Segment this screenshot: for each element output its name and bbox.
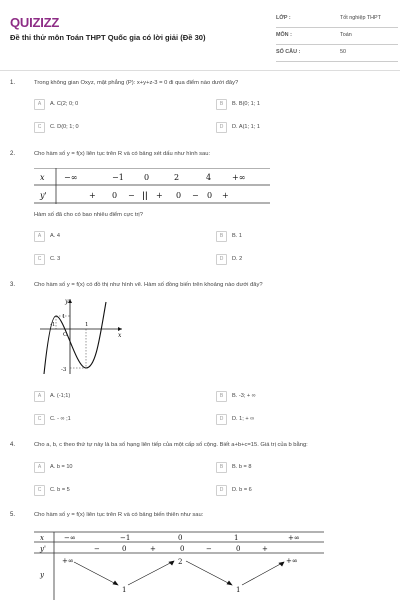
quizizz-logo: QUIZIZZ	[10, 15, 60, 30]
option-letter: D	[216, 254, 227, 265]
table-cell: −	[206, 545, 212, 553]
table-cell: −	[192, 191, 199, 200]
question-number: 4.	[10, 442, 16, 448]
table-cell: 0	[122, 545, 127, 553]
option-letter: A	[34, 231, 45, 242]
option-letter: C	[34, 122, 45, 133]
info-key: LỚP :	[276, 15, 291, 21]
table-cell: +∞	[62, 557, 74, 565]
table-cell: +	[89, 191, 96, 200]
table-cell: 0	[112, 191, 118, 200]
tick-label: 1	[85, 322, 89, 328]
table-cell: 0	[178, 534, 183, 542]
question-text: Cho hàm số y = f(x) liên tục trên R và có bảng xét dấu như hình sau:	[34, 151, 211, 157]
table-cell: 1	[236, 586, 241, 594]
option-text: D. 1; + ∞	[232, 416, 255, 422]
question-number: 5.	[10, 512, 16, 518]
question-text: Cho hàm số y = f(x) liên tục trên R và có bảng biến thiên như sau:	[34, 512, 204, 518]
option-letter: A	[34, 391, 45, 402]
table-cell: x	[40, 534, 44, 542]
option-letter: B	[216, 99, 227, 110]
question-text: Cho a, b, c theo thứ tự này là ba số hạng liên tiếp của một cấp số cộng. Biết a+b+c=15. Giá trị của b bằng:	[34, 442, 308, 448]
info-key: SỐ CÂU :	[276, 49, 301, 55]
function-graph	[36, 296, 126, 380]
info-row-count	[276, 44, 398, 62]
info-value: 50	[340, 49, 346, 55]
option-letter: C	[34, 254, 45, 265]
table-cell: ||	[142, 190, 148, 200]
option-letter: D	[216, 414, 227, 425]
table-cell: −∞	[64, 173, 78, 182]
option-text: C. 3	[50, 256, 61, 262]
table-cell: y	[40, 571, 44, 579]
tick-label: 1	[62, 314, 66, 320]
option-text: A. b = 10	[50, 464, 73, 470]
info-value: Tốt nghiệp THPT	[340, 15, 381, 21]
table-cell: −	[128, 191, 135, 200]
table-cell: 4	[206, 173, 212, 182]
info-key: MÔN :	[276, 32, 292, 38]
table-cell: y'	[40, 191, 47, 200]
option-letter: C	[34, 414, 45, 425]
info-row-subject	[276, 27, 398, 45]
table-cell: +	[262, 545, 268, 553]
question-number: 1.	[10, 80, 16, 86]
table-cell: 0	[144, 173, 150, 182]
option-text: C. b = 5	[50, 487, 70, 493]
option-text: D. 2	[232, 256, 243, 262]
table-cell: 0	[236, 545, 241, 553]
option-letter: B	[216, 231, 227, 242]
option-text: A. 4	[50, 233, 60, 239]
option-text: A. C(2; 0; 0	[50, 101, 79, 107]
option-letter: A	[34, 462, 45, 473]
question-text: Cho hàm số y = f(x) có đồ thị như hình vẽ. Hàm số đồng biến trên khoảng nào dưới đây?	[34, 282, 263, 288]
table-cell: 0	[176, 191, 182, 200]
option-letter: D	[216, 122, 227, 133]
table-cell: 2	[174, 173, 180, 182]
table-cell: +	[222, 191, 229, 200]
option-letter: B	[216, 462, 227, 473]
option-letter: D	[216, 485, 227, 496]
table-cell: −1	[112, 173, 124, 182]
option-letter: A	[34, 99, 45, 110]
tick-label: -1	[50, 322, 56, 328]
page-title: Đề thi thử môn Toán THPT Quốc gia có lời giải (Đề 30)	[10, 33, 206, 42]
table-cell: +∞	[286, 557, 298, 565]
option-letter: C	[34, 485, 45, 496]
option-text: C. D(0; 1; 0	[50, 124, 79, 130]
x-arrow-icon	[118, 327, 122, 331]
table-cell: 1	[122, 586, 127, 594]
tick-label: -3	[61, 367, 67, 373]
sign-table	[34, 168, 270, 204]
table-cell: −∞	[64, 534, 76, 542]
question-number: 3.	[10, 282, 16, 288]
table-cell: 2	[178, 558, 183, 566]
option-text: D. A(1; 1; 1	[232, 124, 260, 130]
table-cell: 0	[180, 545, 185, 553]
option-text: C. - ∞ ;1	[50, 416, 71, 422]
question-number: 2.	[10, 151, 16, 157]
axis-label: y	[65, 298, 69, 305]
table-cell: +	[156, 191, 163, 200]
table-cell: +∞	[288, 534, 300, 542]
question-subtext: Hàm số đã cho có bao nhiêu điểm cực trị?	[34, 212, 143, 218]
tick-label: O	[63, 332, 68, 338]
curve	[44, 302, 106, 374]
option-text: B. -3; + ∞	[232, 393, 256, 399]
table-cell: −	[94, 545, 100, 553]
table-cell: y'	[40, 545, 46, 553]
header	[0, 0, 400, 70]
table-cell: −1	[120, 534, 131, 542]
table-cell: +∞	[232, 173, 246, 182]
table-cell: 1	[234, 534, 239, 542]
option-text: B. 1	[232, 233, 242, 239]
table-cell: x	[40, 173, 45, 182]
info-row-class	[276, 10, 398, 28]
option-text: D. b = 6	[232, 487, 252, 493]
info-value: Toán	[340, 32, 352, 38]
variation-table	[34, 530, 324, 600]
table-cell: +	[150, 545, 156, 553]
axis-label: x	[118, 332, 122, 339]
option-text: B. b = 8	[232, 464, 252, 470]
option-letter: B	[216, 391, 227, 402]
header-divider	[0, 70, 400, 71]
y-arrow-icon	[68, 299, 72, 303]
table-cell: 0	[207, 191, 213, 200]
option-text: B. B(0; 1; 1	[232, 101, 260, 107]
question-text: Trong không gian Oxyz, mặt phẳng (P): x+y+z-3 = 0 đi qua điểm nào dưới đây?	[34, 80, 239, 86]
option-text: A. (-1;1)	[50, 393, 71, 399]
